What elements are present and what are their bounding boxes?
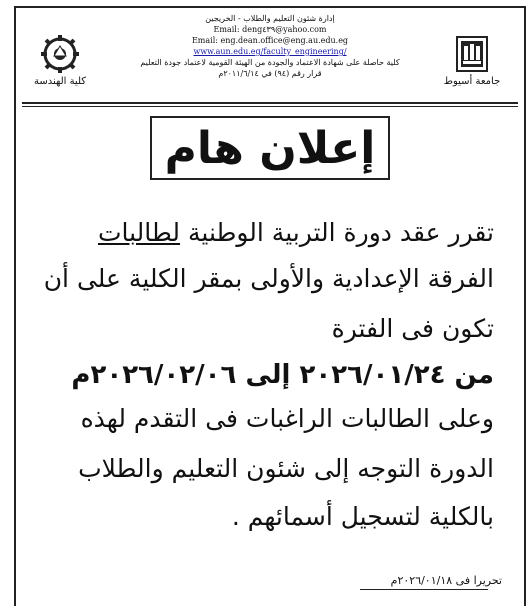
announcement-title-box (150, 116, 390, 180)
body-line-6: الدورة التوجه إلى شئون التعليم والطلاب (78, 454, 494, 483)
announcement-title: إعلان هام (164, 122, 376, 174)
body-line-1-text: تقرر عقد دورة التربية الوطنية (180, 218, 494, 247)
issue-date-underline (360, 589, 488, 590)
accreditation-note: كلية حاصلة على شهادة الاعتماد والجودة من الهيئة القومية لاعتماد جودة التعليم (140, 58, 400, 67)
faculty-logo-label: كلية الهندسة (33, 76, 87, 87)
header-divider (22, 102, 518, 104)
body-line-5: وعلى الطالبات الراغبات فى التقدم لهذه (80, 404, 494, 433)
university-logo-block (436, 34, 508, 88)
body-line-2: الفرقة الإعدادية والأولى بمقر الكلية على أن (43, 264, 494, 293)
date-range-line: من ٢٠٢٦/٠١/٢٤ إلى ٢٠٢٦/٠٢/٠٦م (71, 360, 494, 390)
letterhead (0, 0, 532, 110)
body-line-1-underlined: لطالبات (97, 218, 181, 247)
body-line-3: تكون فى الفترة (331, 314, 494, 343)
body-line-7: بالكلية لتسجيل أسمائهم . (231, 502, 494, 531)
issue-date: تحريرا فى ٢٠٢٦/٠١/١٨م (390, 574, 502, 587)
body-line-1 (36, 216, 494, 250)
email-1: Email: deng٤٣٩@yahoo.com (213, 25, 327, 34)
decree-note: قرار رقم (٩٤) في ٢٠١١/٦/١٤م (218, 69, 322, 78)
university-logo-label: جامعة أسيوط (443, 76, 501, 87)
university-emblem-icon (454, 34, 490, 74)
gear-emblem-icon (40, 34, 80, 74)
letterhead-text (90, 13, 450, 79)
header-divider-thin (22, 106, 518, 107)
department-name: إدارة شئون التعليم والطلاب - الخريجين (205, 14, 335, 23)
email-2: Email: eng.dean.office@eng.au.edu.eg (191, 36, 349, 45)
website-link[interactable]: www.aun.edu.eg/faculty_engineering/ (193, 47, 347, 56)
faculty-logo-block (24, 34, 96, 88)
